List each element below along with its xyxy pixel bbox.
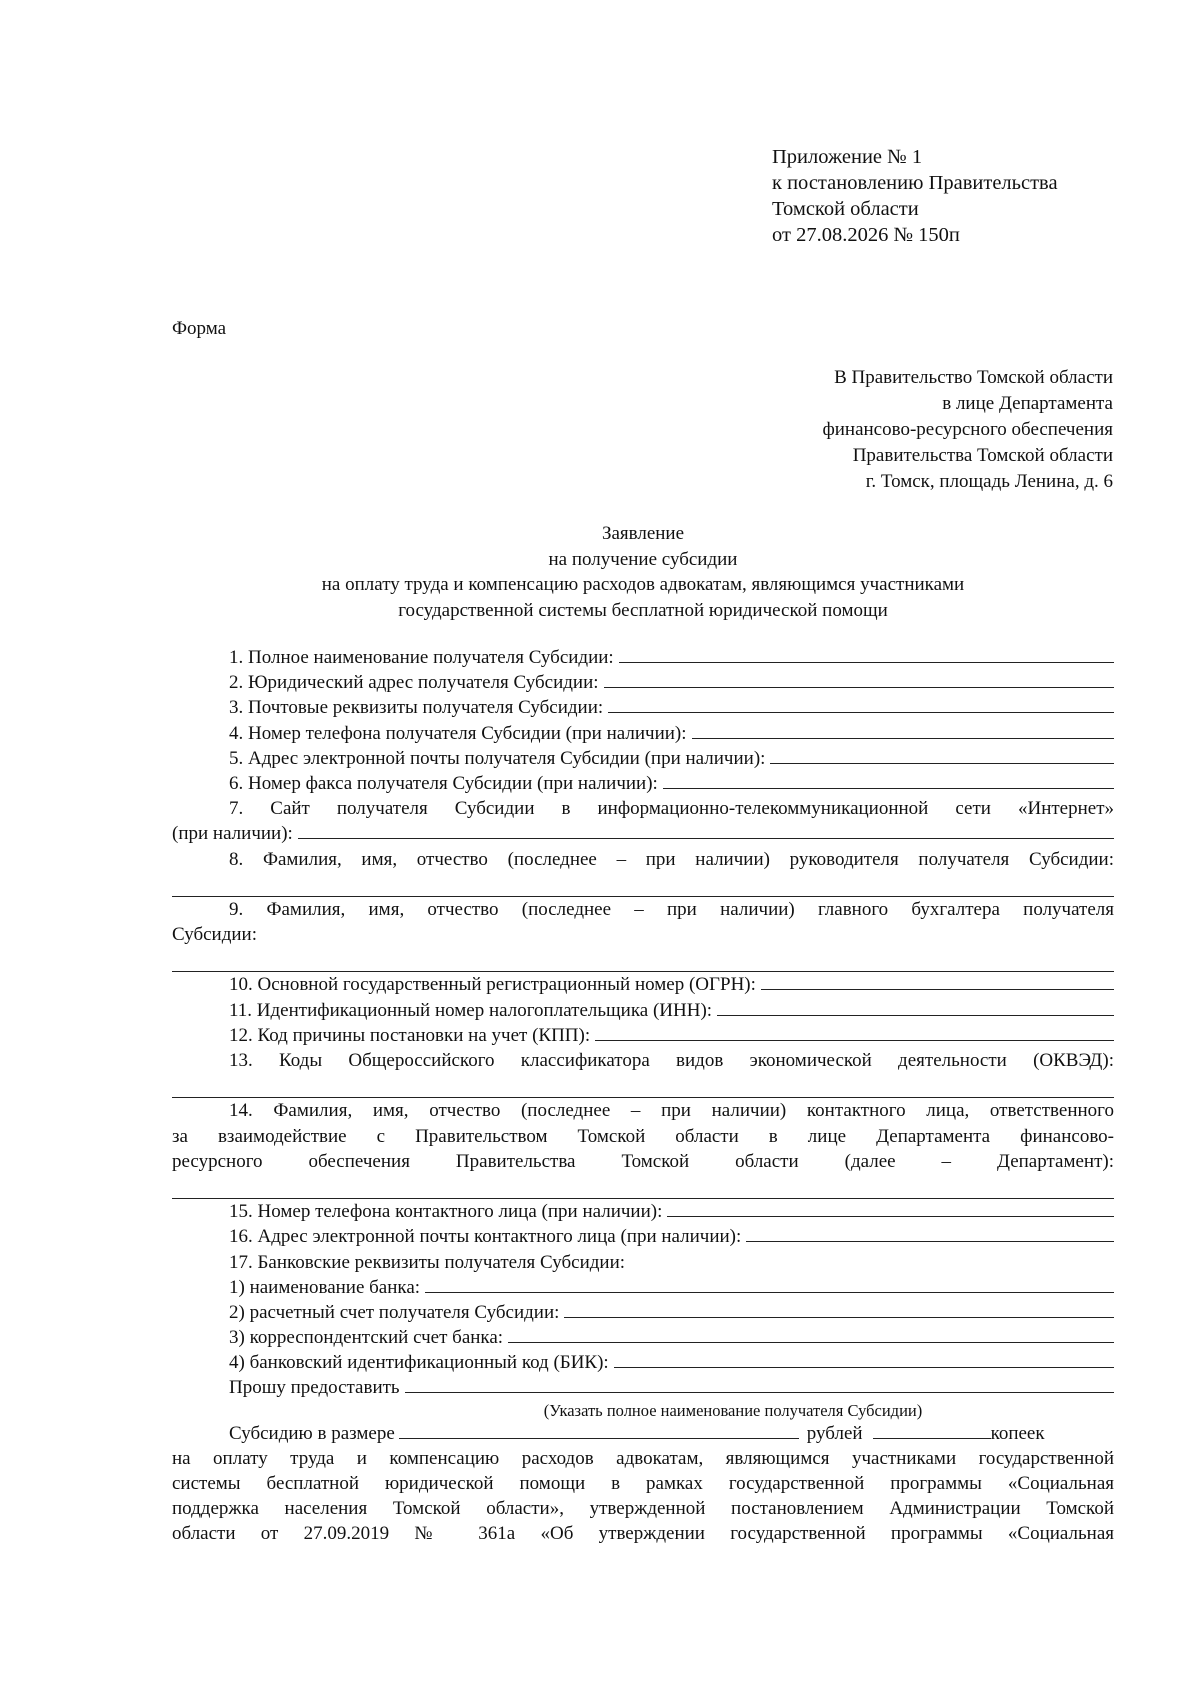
request-paragraph-line: системы бесплатной юридической помощи в рамках государственной программы «Социальная — [172, 1473, 1114, 1494]
field-full-name — [172, 645, 1114, 670]
postal-details-input[interactable] — [608, 695, 1114, 713]
settlement-account-input[interactable] — [564, 1300, 1114, 1318]
contact-phone-input[interactable] — [667, 1199, 1114, 1217]
ogrn-input[interactable] — [761, 972, 1114, 990]
field-request-provide — [172, 1375, 1114, 1400]
appendix-resolution: к постановлению Правительства — [772, 172, 1058, 194]
okved-input[interactable] — [172, 1073, 1114, 1098]
field-label: 4) банковский идентификационный код (БИК): — [229, 1352, 609, 1374]
field-phone — [172, 721, 1114, 746]
field-okved-label: 13. Коды Общероссийского классификатора видов экономической деятельности (ОКВЭД): — [229, 1050, 1114, 1071]
inn-input[interactable] — [717, 998, 1114, 1016]
field-contact-label-cont: за взаимодействие с Правительством Томской области в лице Департамента финансово- — [172, 1125, 1114, 1147]
field-accountant-label: 9. Фамилия, имя, отчество (последнее – при наличии) главного бухгалтера получателя — [229, 898, 1114, 920]
field-correspondent-account — [172, 1325, 1114, 1350]
field-label: 3) корреспондентский счет банка: — [229, 1327, 504, 1349]
field-legal-address — [172, 670, 1114, 695]
title-line: на получение субсидии — [548, 548, 738, 570]
field-label: 10. Основной государственный регистрационный номер (ОГРН): — [229, 974, 756, 996]
recipient-name-caption: (Указать полное наименование получателя Субсидии) — [543, 1400, 923, 1420]
addressee-line: в лице Департамента — [942, 393, 1113, 414]
field-label: (при наличии): — [172, 823, 293, 845]
addressee-line: В Правительство Томской области — [834, 367, 1113, 388]
kpp-input[interactable] — [595, 1023, 1114, 1041]
field-label: 12. Код причины постановки на учет (КПП): — [229, 1024, 591, 1046]
director-input[interactable] — [172, 872, 1114, 897]
field-subsidy-amount — [172, 1421, 1114, 1446]
appendix-date: от 27.08.2026 № 150п — [772, 224, 960, 246]
field-label: 2. Юридический адрес получателя Субсидии: — [229, 672, 599, 694]
field-fax — [172, 771, 1114, 796]
contact-input[interactable] — [172, 1174, 1114, 1199]
field-bank-name — [172, 1275, 1114, 1300]
field-email — [172, 746, 1114, 771]
field-website-label: 7. Сайт получателя Субсидии в информационно-телекоммуникационной сети «Интернет» — [229, 798, 1114, 820]
request-paragraph-line: на оплату труда и компенсацию расходов адвокатам, являющимся участниками государственной — [172, 1447, 1114, 1469]
field-label: 15. Номер телефона контактного лица (при наличии): — [229, 1201, 663, 1223]
addressee-line: финансово-ресурсного обеспечения — [822, 419, 1113, 440]
recipient-name-input[interactable] — [405, 1375, 1114, 1393]
form-body — [172, 645, 1114, 1547]
rubles-input[interactable] — [399, 1421, 799, 1439]
field-label: 4. Номер телефона получателя Субсидии (при наличии): — [229, 722, 687, 744]
field-settlement-account — [172, 1300, 1114, 1325]
field-label: Прошу предоставить — [229, 1377, 400, 1399]
full-name-input[interactable] — [619, 645, 1114, 663]
field-contact-email — [172, 1224, 1114, 1249]
accountant-input[interactable] — [172, 947, 1114, 972]
request-paragraph-line: поддержка населения Томской области», утвержденной постановлением Администрации Томской — [172, 1498, 1114, 1520]
field-contact-label: 14. Фамилия, имя, отчество (последнее – при наличии) контактного лица, ответственного — [229, 1100, 1114, 1122]
title-line: государственной системы бесплатной юридической помощи — [398, 599, 888, 621]
appendix-header — [772, 144, 1172, 248]
correspondent-account-input[interactable] — [508, 1325, 1114, 1343]
addressee-address: г. Томск, площадь Ленина, д. 6 — [865, 471, 1113, 492]
field-inn — [172, 998, 1114, 1023]
field-label: 6. Номер факса получателя Субсидии (при наличии): — [229, 772, 658, 794]
appendix-number: Приложение № 1 — [772, 146, 923, 168]
title-line: Заявление — [601, 523, 685, 544]
field-label: 2) расчетный счет получателя Субсидии: — [229, 1301, 560, 1323]
field-label: 5. Адрес электронной почты получателя Субсидии (при наличии): — [229, 747, 766, 769]
bik-input[interactable] — [614, 1350, 1114, 1368]
field-website — [172, 821, 1114, 846]
addressee-block — [640, 365, 1113, 495]
field-contact-label-cont: ресурсного обеспечения Правительства Томской области (далее – Департамент): — [172, 1150, 1114, 1172]
field-contact-phone — [172, 1199, 1114, 1224]
bank-name-input[interactable] — [425, 1275, 1114, 1293]
field-label: 3. Почтовые реквизиты получателя Субсидии: — [229, 697, 604, 719]
field-label: 1. Полное наименование получателя Субсидии: — [229, 647, 614, 668]
field-director-label: 8. Фамилия, имя, отчество (последнее – при наличии) руководителя получателя Субсидии: — [229, 848, 1114, 870]
email-input[interactable] — [770, 746, 1114, 764]
title-line: на оплату труда и компенсацию расходов адвокатам, являющимся участниками — [321, 574, 965, 595]
field-label: Субсидию в размере — [229, 1422, 395, 1444]
contact-email-input[interactable] — [746, 1224, 1114, 1242]
request-paragraph-line: области от 27.09.2019 № 361а «Об утверждении государственной программы «Социальная — [172, 1523, 1114, 1545]
rubles-label: рублей — [806, 1422, 863, 1444]
addressee-line: Правительства Томской области — [852, 445, 1113, 466]
field-ogrn — [172, 972, 1114, 997]
fax-input[interactable] — [663, 771, 1114, 789]
field-postal-details — [172, 695, 1114, 720]
field-accountant-label-cont: Субсидии: — [172, 924, 257, 946]
field-label: 11. Идентификационный номер налогоплательщика (ИНН): — [229, 999, 713, 1021]
field-label: 1) наименование банка: — [229, 1276, 421, 1298]
website-input[interactable] — [298, 821, 1114, 839]
field-bank-details — [172, 1250, 1114, 1275]
appendix-region: Томской области — [772, 198, 919, 220]
form-label: Форма — [172, 318, 227, 339]
field-label: 17. Банковские реквизиты получателя Субсидии: — [229, 1251, 626, 1273]
document-title — [172, 521, 1114, 623]
phone-input[interactable] — [692, 721, 1114, 739]
field-label: 16. Адрес электронной почты контактного лица (при наличии): — [229, 1226, 742, 1248]
field-bik — [172, 1350, 1114, 1375]
field-kpp — [172, 1023, 1114, 1048]
kopecks-label: копеек — [990, 1422, 1045, 1444]
kopecks-input[interactable] — [873, 1421, 991, 1439]
legal-address-input[interactable] — [604, 670, 1114, 688]
